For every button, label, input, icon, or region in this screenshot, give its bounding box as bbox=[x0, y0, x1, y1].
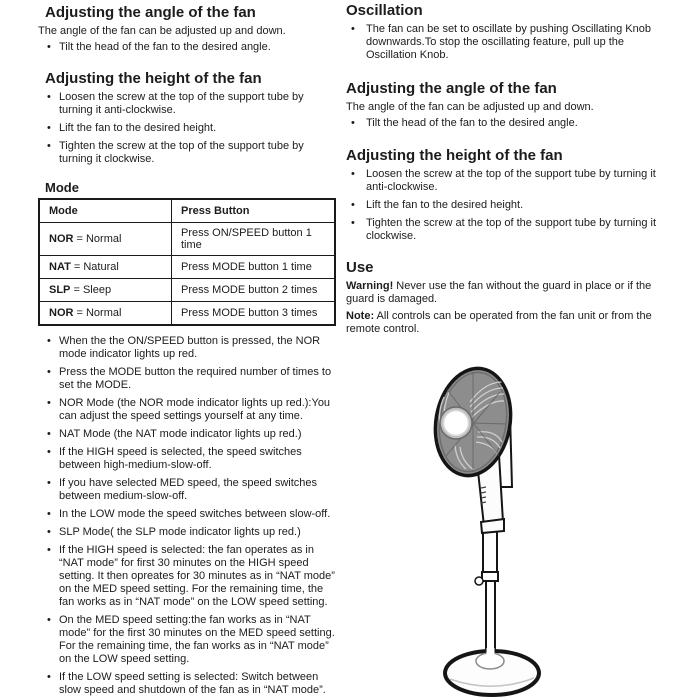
section-title-use: Use bbox=[346, 259, 374, 276]
list-item bbox=[38, 428, 340, 441]
right-column bbox=[346, 2, 668, 339]
bullet-icon: • bbox=[47, 91, 51, 103]
mode-name: = Natural bbox=[70, 261, 119, 273]
bullet-text: Lift the fan to the desired height. bbox=[366, 199, 524, 211]
list-item bbox=[346, 199, 668, 212]
left-column bbox=[38, 4, 340, 700]
table-row bbox=[39, 302, 335, 326]
table-cell-action: Press MODE button 1 time bbox=[172, 256, 336, 279]
bullet-icon: • bbox=[47, 428, 51, 440]
list-item bbox=[346, 117, 668, 130]
bullet-icon: • bbox=[351, 168, 355, 180]
bullet-icon: • bbox=[47, 335, 51, 347]
list-item bbox=[38, 614, 340, 666]
bullet-icon: • bbox=[47, 397, 51, 409]
table-row bbox=[39, 279, 335, 302]
bullet-text: Tilt the head of the fan to the desired angle. bbox=[366, 117, 578, 129]
table-header-cell: Mode bbox=[39, 199, 172, 223]
bullet-list bbox=[38, 41, 340, 54]
bullet-icon: • bbox=[351, 117, 355, 129]
fan-height-knob bbox=[475, 577, 483, 585]
bullet-text: Lift the fan to the desired height. bbox=[59, 122, 217, 134]
bullet-icon: • bbox=[47, 122, 51, 134]
bullet-icon: • bbox=[47, 614, 51, 626]
bullet-text: In the LOW mode the speed switches between slow-off. bbox=[59, 508, 331, 520]
bullet-text: If the HIGH speed is selected, the speed switches between high-medium-slow-off. bbox=[59, 446, 302, 471]
bullet-text: Tighten the screw at the top of the support tube by turning it clockwise. bbox=[366, 217, 657, 242]
bullet-text: Press the MODE button the required number of times to set the MODE. bbox=[59, 366, 332, 391]
bullet-text: On the MED speed setting:the fan works as in “NAT mode” for the first 30 minutes on the MED speed setting. For the remaining time, the fan works as in “NAT mode” on the LOW speed setting. bbox=[59, 614, 335, 665]
mode-notes-list bbox=[38, 335, 340, 697]
bullet-list bbox=[346, 117, 668, 130]
list-item bbox=[38, 140, 340, 166]
mode-code: NOR bbox=[49, 233, 74, 245]
list-item bbox=[38, 526, 340, 539]
list-item bbox=[38, 671, 340, 697]
bullet-icon: • bbox=[47, 41, 51, 53]
pedestal-fan-illustration bbox=[400, 352, 600, 700]
list-item bbox=[38, 397, 340, 423]
fan-upper-tube bbox=[483, 530, 497, 574]
bullet-icon: • bbox=[47, 366, 51, 378]
bullet-text: NAT Mode (the NAT mode indicator lights up red.) bbox=[59, 428, 302, 440]
section-title-height-left: Adjusting the height of the fan bbox=[45, 70, 262, 87]
mode-code: NOR bbox=[49, 307, 74, 319]
list-item bbox=[38, 335, 340, 361]
table-row bbox=[39, 256, 335, 279]
fan-joint-collar bbox=[482, 572, 498, 581]
list-item bbox=[346, 217, 668, 243]
table-header-row bbox=[39, 199, 335, 223]
bullet-icon: • bbox=[47, 477, 51, 489]
bullet-text: NOR Mode (the NOR mode indicator lights up red.):You can adjust the speed settings yourself at any time. bbox=[59, 397, 331, 422]
fan-neck-collar bbox=[481, 519, 504, 533]
bullet-icon: • bbox=[47, 446, 51, 458]
use-note bbox=[346, 310, 668, 336]
bullet-icon: • bbox=[47, 140, 51, 152]
section-intro-angle-left: The angle of the fan can be adjusted up and down. bbox=[38, 25, 286, 37]
bullet-icon: • bbox=[47, 508, 51, 520]
section-title-angle-left: Adjusting the angle of the fan bbox=[45, 4, 256, 21]
list-item bbox=[38, 544, 340, 609]
list-item bbox=[38, 366, 340, 392]
mode-code: SLP bbox=[49, 284, 71, 296]
fan-pole-in-mound bbox=[487, 648, 495, 658]
bullet-text: Tighten the screw at the top of the support tube by turning it clockwise. bbox=[59, 140, 304, 165]
bullet-text: If the HIGH speed is selected: the fan operates as in “NAT mode” for first 30 minutes on the HIGH speed setting. It then opreates for 30 minutes as in “NAT mode” on the MED speed setting. For the remaining time, the fan works as in “NAT mode” on the LOW speed setting. bbox=[59, 544, 335, 608]
table-cell-action: Press MODE button 3 times bbox=[172, 302, 336, 326]
table-header-cell: Press Button bbox=[172, 199, 336, 223]
table-row bbox=[39, 223, 335, 256]
bullet-list bbox=[38, 91, 340, 166]
section-title-mode: Mode bbox=[45, 180, 79, 195]
note-text: All controls can be operated from the fan unit or from the remote control. bbox=[346, 310, 652, 335]
warning-label: Warning! bbox=[346, 280, 394, 292]
section-title-angle-right: Adjusting the angle of the fan bbox=[346, 80, 557, 97]
table-cell-mode bbox=[39, 256, 172, 279]
table-cell-mode bbox=[39, 223, 172, 256]
fan-line-art bbox=[400, 352, 600, 700]
bullet-list bbox=[346, 23, 668, 62]
bullet-icon: • bbox=[47, 526, 51, 538]
bullet-text: SLP Mode( the SLP mode indicator lights up red.) bbox=[59, 526, 301, 538]
bullet-text: Loosen the screw at the top of the support tube by turning it anti-clockwise. bbox=[366, 168, 656, 193]
warning-text: Never use the fan without the guard in place or if the guard is damaged. bbox=[346, 280, 652, 305]
bullet-icon: • bbox=[351, 23, 355, 35]
mode-code: NAT bbox=[49, 261, 71, 273]
list-item bbox=[346, 168, 668, 194]
bullet-icon: • bbox=[351, 217, 355, 229]
fan-hub bbox=[444, 411, 469, 436]
bullet-text: If the LOW speed setting is selected: Switch between slow speed and shutdown of the fan as in “NAT mode”. bbox=[59, 671, 326, 696]
table-cell-action: Press MODE button 2 times bbox=[172, 279, 336, 302]
bullet-text: Tilt the head of the fan to the desired angle. bbox=[59, 41, 271, 53]
list-item bbox=[38, 41, 340, 54]
bullet-list bbox=[346, 168, 668, 243]
table-cell-mode bbox=[39, 279, 172, 302]
list-item bbox=[38, 508, 340, 521]
list-item bbox=[346, 23, 668, 62]
mode-name: = Normal bbox=[73, 307, 122, 319]
bullet-text: Loosen the screw at the top of the support tube by turning it anti-clockwise. bbox=[59, 91, 304, 116]
bullet-icon: • bbox=[47, 671, 51, 683]
list-item bbox=[38, 477, 340, 503]
bullet-text: If you have selected MED speed, the speed switches between medium-slow-off. bbox=[59, 477, 318, 502]
section-title-height-right: Adjusting the height of the fan bbox=[346, 147, 563, 164]
bullet-text: The fan can be set to oscillate by pushing Oscillating Knob downwards.To stop the oscillating feature, pull up the Oscillation Knob. bbox=[366, 23, 651, 61]
list-item bbox=[38, 446, 340, 472]
mode-name: = Sleep bbox=[70, 284, 112, 296]
list-item bbox=[38, 122, 340, 135]
bullet-text: When the the ON/SPEED button is pressed, the NOR mode indicator lights up red. bbox=[59, 335, 321, 360]
mode-table bbox=[38, 198, 336, 326]
note-label: Note: bbox=[346, 310, 375, 322]
bullet-icon: • bbox=[351, 199, 355, 211]
list-item bbox=[38, 91, 340, 117]
section-intro-angle-right: The angle of the fan can be adjusted up and down. bbox=[346, 101, 594, 113]
table-cell-action: Press ON/SPEED button 1 time bbox=[172, 223, 336, 256]
table-cell-mode bbox=[39, 302, 172, 326]
use-warning bbox=[346, 280, 668, 306]
bullet-icon: • bbox=[47, 544, 51, 556]
mode-name: = Normal bbox=[73, 233, 122, 245]
section-title-oscillation: Oscillation bbox=[346, 2, 423, 19]
